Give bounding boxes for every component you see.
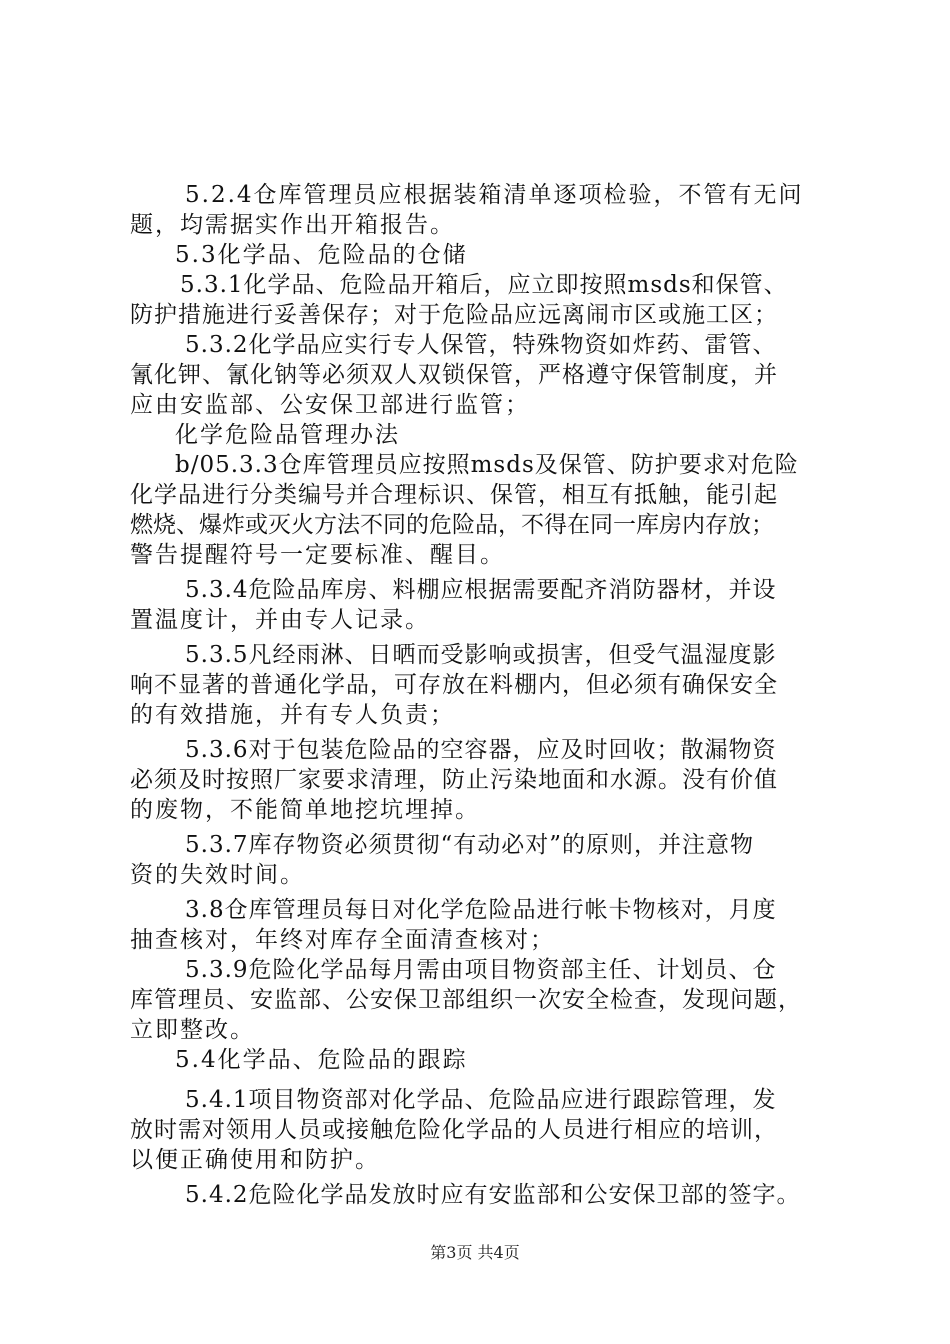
text-line: 5.3.9危险化学品每月需由项目物资部主任、计划员、仓	[185, 957, 777, 983]
text-line: 置温度计，并由专人记录。	[130, 607, 430, 633]
text-line: 5.4.2危险化学品发放时应有安监部和公安保卫部的签字。	[185, 1182, 801, 1208]
text-line: 以便正确使用和防护。	[130, 1147, 380, 1173]
text-line: b/05.3.3仓库管理员应按照msds及保管、防护要求对危险	[175, 452, 799, 478]
text-line: 5.4.1项目物资部对化学品、危险品应进行跟踪管理，发	[185, 1087, 777, 1113]
text-line: 氰化钾、氰化钠等必须双人双锁保管，严格遵守保管制度，并	[130, 362, 778, 388]
text-line: 5.2.4仓库管理员应根据装箱清单逐项检验，不管有无问	[185, 182, 804, 208]
text-line: 燃烧、爆炸或灭火方法不同的危险品，不得在同一库房内存放；	[130, 512, 774, 538]
document-title-line: 化学危险品管理办法	[175, 422, 400, 448]
text-line: 的有效措施，并有专人负责；	[130, 702, 455, 728]
text-line: 防护措施进行妥善保存；对于危险品应远离闹市区或施工区；	[130, 302, 778, 328]
text-line: 5.3.1化学品、危险品开箱后，应立即按照msds和保管、	[180, 272, 788, 298]
text-line: 响不显著的普通化学品，可存放在料棚内，但必须有确保安全	[130, 672, 778, 698]
text-line: 应由安监部、公安保卫部进行监管；	[130, 392, 530, 418]
text-line: 放时需对领用人员或接触危险化学品的人员进行相应的培训，	[130, 1117, 778, 1143]
text-line: 题，均需据实作出开箱报告。	[130, 212, 455, 238]
text-line: 5.3.2化学品应实行专人保管，特殊物资如炸药、雷管、	[185, 332, 777, 358]
section-heading: 5.3化学品、危险品的仓储	[175, 242, 468, 268]
text-line: 资的失效时间。	[130, 862, 305, 888]
text-line: 警告提醒符号一定要标准、醒目。	[130, 542, 505, 568]
page-number-footer: 第3页 共4页	[430, 1243, 520, 1262]
text-line: 立即整改。	[130, 1017, 255, 1043]
text-line: 5.3.5凡经雨淋、日晒而受影响或损害，但受气温湿度影	[185, 642, 777, 668]
text-line: 5.3.7库存物资必须贯彻“有动必对”的原则，并注意物	[185, 832, 755, 858]
section-heading: 5.4化学品、危险品的跟踪	[175, 1047, 468, 1073]
text-line: 3.8仓库管理员每日对化学危险品进行帐卡物核对，月度	[185, 897, 777, 923]
text-line: 库管理员、安监部、公安保卫部组织一次安全检查，发现问题，	[130, 987, 802, 1013]
text-line: 的废物，不能简单地挖坑埋掉。	[130, 797, 480, 823]
text-line: 5.3.4危险品库房、料棚应根据需要配齐消防器材，并设	[185, 577, 777, 603]
text-line: 必须及时按照厂家要求清理，防止污染地面和水源。没有价值	[130, 767, 778, 793]
text-line: 化学品进行分类编号并合理标识、保管，相互有抵触，能引起	[130, 482, 778, 508]
text-line: 抽查核对，年终对库存全面清查核对；	[130, 927, 555, 953]
text-line: 5.3.6对于包装危险品的空容器，应及时回收；散漏物资	[185, 737, 777, 763]
